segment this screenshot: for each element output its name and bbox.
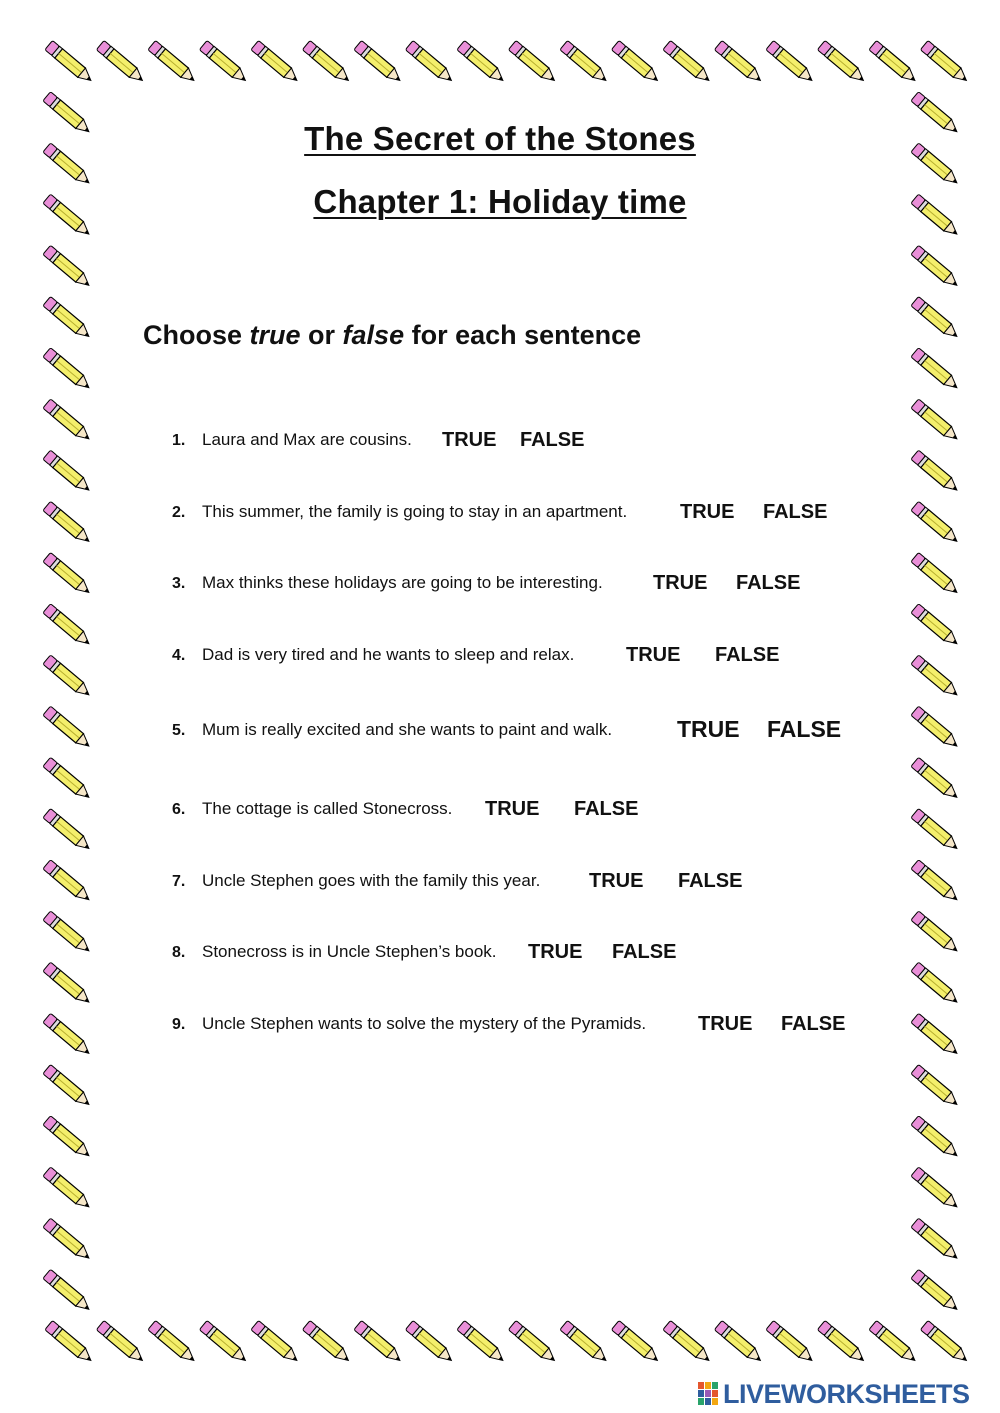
pencil-icon (869, 40, 919, 85)
instruction-text (143, 320, 641, 351)
pencil-icon (714, 40, 764, 85)
pencil-icon (911, 655, 961, 700)
question-text: Max thinks these holidays are going to be interesting. (202, 573, 603, 592)
pencil-icon (199, 40, 249, 85)
pencil-icon (911, 1116, 961, 1161)
false-option[interactable]: FALSE (736, 572, 801, 594)
pencil-icon (43, 962, 93, 1007)
pencil-icon (911, 808, 961, 853)
question-number: 7. (172, 873, 186, 890)
question-text: This summer, the family is going to stay in an apartment. (202, 502, 628, 521)
pencil-icon (911, 962, 961, 1007)
watermark-text: LIVEWORKSHEETS (723, 1378, 970, 1409)
pencil-icon (251, 40, 301, 85)
pencil-icon (43, 450, 93, 495)
false-option[interactable]: FALSE (781, 1013, 846, 1035)
question-item (172, 430, 412, 450)
question-number: 9. (172, 1016, 186, 1033)
question-item (172, 720, 612, 740)
pencil-icon (43, 552, 93, 597)
pencil-icon (714, 1320, 764, 1365)
true-option[interactable]: TRUE (528, 941, 583, 963)
pencil-icon (43, 1013, 93, 1058)
pencil-icon (43, 1167, 93, 1212)
pencil-icon (43, 296, 93, 341)
instruction-part: or (300, 320, 343, 350)
pencil-icon (96, 1320, 146, 1365)
question-text: Uncle Stephen goes with the family this year. (202, 871, 541, 890)
pencil-icon (43, 1064, 93, 1109)
pencil-icon (302, 1320, 352, 1365)
pencil-icon (96, 40, 146, 85)
pencil-icon (43, 757, 93, 802)
pencil-icon (911, 1218, 961, 1263)
instruction-part: for each sentence (404, 320, 642, 350)
pencil-icon (148, 1320, 198, 1365)
false-option[interactable]: FALSE (767, 716, 842, 742)
pencil-icon (199, 1320, 249, 1365)
pencil-icon (611, 1320, 661, 1365)
pencil-icon (911, 501, 961, 546)
question-item (172, 645, 574, 665)
pencil-icon (560, 40, 610, 85)
instruction-part: Choose (143, 320, 250, 350)
pencil-icon (766, 1320, 816, 1365)
question-text: The cottage is called Stonecross. (202, 799, 453, 818)
pencil-icon (43, 1218, 93, 1263)
pencil-icon (911, 552, 961, 597)
pencil-icon (911, 757, 961, 802)
pencil-icon (611, 40, 661, 85)
pencil-icon (911, 245, 961, 290)
pencil-icon (45, 1320, 95, 1365)
pencil-icon (663, 40, 713, 85)
pencil-icon (43, 501, 93, 546)
question-text: Uncle Stephen wants to solve the mystery of the Pyramids. (202, 1014, 647, 1033)
question-item (172, 502, 627, 522)
pencil-icon (869, 1320, 919, 1365)
pencil-icon (911, 348, 961, 393)
question-item (172, 799, 452, 819)
false-option[interactable]: FALSE (678, 870, 743, 892)
pencil-icon (43, 348, 93, 393)
pencil-icon (911, 1167, 961, 1212)
pencil-icon (148, 40, 198, 85)
pencil-icon (43, 860, 93, 905)
liveworksheets-watermark (698, 1376, 970, 1412)
pencil-icon (354, 40, 404, 85)
pencil-icon (766, 40, 816, 85)
worksheet-title: The Secret of the Stones (304, 120, 696, 157)
false-option[interactable]: FALSE (715, 644, 780, 666)
true-option[interactable]: TRUE (485, 798, 540, 820)
pencil-icon (405, 1320, 455, 1365)
pencil-icon (405, 40, 455, 85)
pencil-icon (911, 1013, 961, 1058)
instruction-false-word: false (342, 320, 405, 350)
pencil-icon (508, 40, 558, 85)
true-option[interactable]: TRUE (698, 1013, 753, 1035)
pencil-icon (43, 706, 93, 751)
false-option[interactable]: FALSE (574, 798, 639, 820)
false-option[interactable]: FALSE (763, 501, 828, 523)
pencil-icon (920, 40, 970, 85)
pencil-icon (663, 1320, 713, 1365)
question-item (172, 573, 603, 593)
pencil-icon (251, 1320, 301, 1365)
pencil-icon (43, 399, 93, 444)
pencil-icon (457, 40, 507, 85)
question-text: Laura and Max are cousins. (202, 430, 412, 449)
liveworksheets-logo-icon (698, 1380, 720, 1408)
pencil-icon (43, 1269, 93, 1314)
pencil-icon (43, 1116, 93, 1161)
pencil-icon (302, 40, 352, 85)
question-item (172, 942, 497, 962)
instruction-true-word: true (249, 320, 301, 350)
false-option[interactable]: FALSE (612, 941, 677, 963)
true-option[interactable]: TRUE (626, 644, 681, 666)
question-number: 8. (172, 944, 186, 961)
pencil-icon (43, 245, 93, 290)
question-item (172, 871, 540, 891)
pencil-icon (911, 296, 961, 341)
pencil-icon (911, 604, 961, 649)
pencil-icon (911, 911, 961, 956)
question-item (172, 1014, 646, 1034)
question-text: Stonecross is in Uncle Stephen’s book. (202, 942, 497, 961)
question-number: 1. (172, 432, 186, 449)
pencil-icon (508, 1320, 558, 1365)
pencil-icon (911, 1269, 961, 1314)
pencil-icon (911, 706, 961, 751)
pencil-icon (911, 399, 961, 444)
question-number: 5. (172, 722, 186, 739)
true-option[interactable]: TRUE (589, 870, 644, 892)
false-option[interactable]: FALSE (520, 429, 585, 451)
pencil-icon (43, 911, 93, 956)
pencil-icon (920, 1320, 970, 1365)
pencil-icon (817, 40, 867, 85)
true-option[interactable]: TRUE (680, 501, 735, 523)
chapter-subtitle: Chapter 1: Holiday time (313, 183, 687, 220)
question-text: Dad is very tired and he wants to sleep and relax. (202, 645, 575, 664)
question-number: 4. (172, 647, 186, 664)
pencil-icon (43, 808, 93, 853)
true-option[interactable]: TRUE (677, 716, 740, 742)
true-option[interactable]: TRUE (653, 572, 708, 594)
pencil-icon (911, 450, 961, 495)
pencil-icon (560, 1320, 610, 1365)
question-text: Mum is really excited and she wants to paint and walk. (202, 720, 613, 739)
pencil-icon (43, 655, 93, 700)
pencil-icon (45, 40, 95, 85)
pencil-icon (457, 1320, 507, 1365)
pencil-icon (817, 1320, 867, 1365)
pencil-icon (911, 860, 961, 905)
true-option[interactable]: TRUE (442, 429, 497, 451)
question-number: 6. (172, 801, 186, 818)
pencil-icon (354, 1320, 404, 1365)
question-number: 3. (172, 575, 186, 592)
question-number: 2. (172, 504, 186, 521)
pencil-icon (43, 604, 93, 649)
pencil-icon (911, 1064, 961, 1109)
